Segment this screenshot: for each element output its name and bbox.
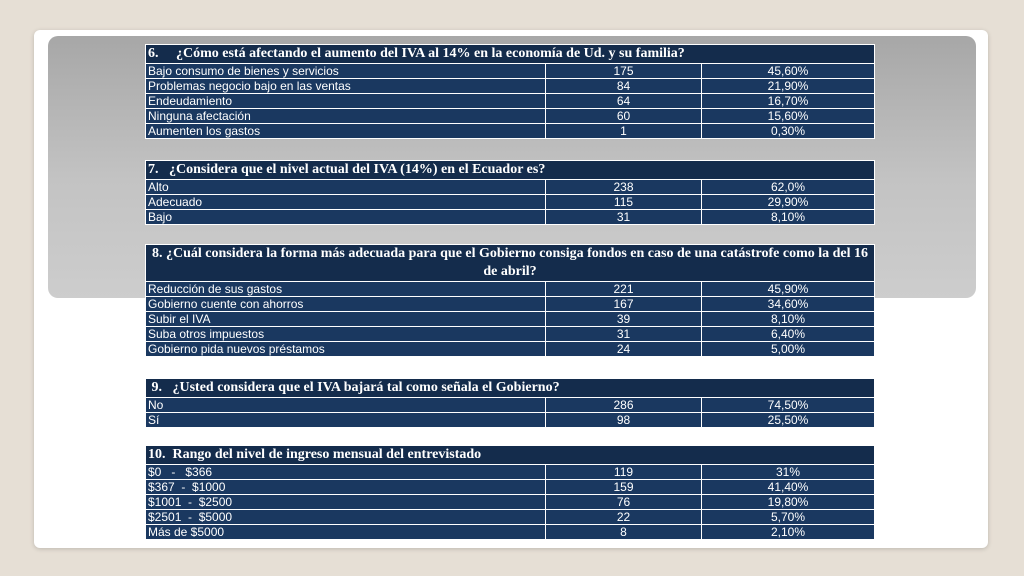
answer-count: 76	[546, 495, 702, 510]
answer-label: Alto	[146, 180, 546, 195]
answer-percent: 5,70%	[702, 510, 875, 525]
answer-count: 115	[546, 195, 702, 210]
question-title: 6. ¿Cómo está afectando el aumento del IVA al 14% en la economía de Ud. y su familia?	[146, 45, 875, 64]
answer-count: 1	[546, 124, 702, 139]
answer-label: Reducción de sus gastos	[146, 282, 546, 297]
question-title: 8. ¿Cuál considera la forma más adecuada para que el Gobierno consiga fondos en caso de una catástrofe como la del 16 de abril?	[146, 245, 875, 282]
answer-count: 24	[546, 342, 702, 357]
answer-percent: 0,30%	[702, 124, 875, 139]
answer-label: Sí	[146, 413, 546, 428]
answer-count: 98	[546, 413, 702, 428]
answer-count: 8	[546, 525, 702, 540]
answer-count: 119	[546, 465, 702, 480]
answer-count: 221	[546, 282, 702, 297]
answer-count: 286	[546, 398, 702, 413]
answer-percent: 8,10%	[702, 312, 875, 327]
answer-percent: 21,90%	[702, 79, 875, 94]
question-title: 10. Rango del nivel de ingreso mensual del entrevistado	[146, 446, 875, 465]
answer-percent: 25,50%	[702, 413, 875, 428]
answer-percent: 41,40%	[702, 480, 875, 495]
answer-label: Problemas negocio bajo en las ventas	[146, 79, 546, 94]
answer-label: Adecuado	[146, 195, 546, 210]
table-row	[146, 413, 875, 428]
table-row	[146, 465, 875, 480]
answer-label: Bajo consumo de bienes y servicios	[146, 64, 546, 79]
answer-label: Endeudamiento	[146, 94, 546, 109]
survey-table-q6	[145, 44, 875, 139]
answer-percent: 29,90%	[702, 195, 875, 210]
answer-percent: 62,0%	[702, 180, 875, 195]
answer-label: $367 - $1000	[146, 480, 546, 495]
answer-count: 64	[546, 94, 702, 109]
answer-percent: 45,60%	[702, 64, 875, 79]
table-row	[146, 297, 875, 312]
answer-label: $1001 - $2500	[146, 495, 546, 510]
answer-label: Bajo	[146, 210, 546, 225]
answer-percent: 34,60%	[702, 297, 875, 312]
answer-label: Más de $5000	[146, 525, 546, 540]
answer-count: 159	[546, 480, 702, 495]
table-row	[146, 312, 875, 327]
answer-percent: 2,10%	[702, 525, 875, 540]
answer-count: 31	[546, 210, 702, 225]
answer-label: Ninguna afectación	[146, 109, 546, 124]
answer-percent: 19,80%	[702, 495, 875, 510]
answer-label: No	[146, 398, 546, 413]
answer-percent: 16,70%	[702, 94, 875, 109]
table-row	[146, 109, 875, 124]
answer-count: 238	[546, 180, 702, 195]
answer-label: Subir el IVA	[146, 312, 546, 327]
table-row	[146, 79, 875, 94]
table-row	[146, 195, 875, 210]
survey-table-q9	[145, 378, 875, 428]
answer-percent: 45,90%	[702, 282, 875, 297]
answer-count: 31	[546, 327, 702, 342]
question-title: 7. ¿Considera que el nivel actual del IVA (14%) en el Ecuador es?	[146, 161, 875, 180]
answer-count: 22	[546, 510, 702, 525]
table-row	[146, 282, 875, 297]
survey-table-q7	[145, 160, 875, 225]
answer-count: 39	[546, 312, 702, 327]
answer-count: 167	[546, 297, 702, 312]
answer-label: $0 - $366	[146, 465, 546, 480]
answer-percent: 6,40%	[702, 327, 875, 342]
table-row	[146, 64, 875, 79]
survey-table-q8	[145, 244, 875, 357]
table-row	[146, 327, 875, 342]
answer-percent: 31%	[702, 465, 875, 480]
answer-label: $2501 - $5000	[146, 510, 546, 525]
question-title: 9. ¿Usted considera que el IVA bajará tal como señala el Gobierno?	[146, 379, 875, 398]
table-row	[146, 94, 875, 109]
table-row	[146, 124, 875, 139]
answer-count: 84	[546, 79, 702, 94]
table-row	[146, 480, 875, 495]
table-row	[146, 525, 875, 540]
answer-count: 175	[546, 64, 702, 79]
answer-percent: 8,10%	[702, 210, 875, 225]
answer-label: Gobierno cuente con ahorros	[146, 297, 546, 312]
answer-label: Gobierno pida nuevos préstamos	[146, 342, 546, 357]
answer-percent: 15,60%	[702, 109, 875, 124]
answer-count: 60	[546, 109, 702, 124]
table-row	[146, 342, 875, 357]
table-row	[146, 398, 875, 413]
answer-label: Suba otros impuestos	[146, 327, 546, 342]
table-row	[146, 210, 875, 225]
answer-percent: 5,00%	[702, 342, 875, 357]
table-row	[146, 180, 875, 195]
table-row	[146, 510, 875, 525]
survey-table-q10	[145, 445, 875, 540]
answer-percent: 74,50%	[702, 398, 875, 413]
answer-label: Aumenten los gastos	[146, 124, 546, 139]
table-row	[146, 495, 875, 510]
